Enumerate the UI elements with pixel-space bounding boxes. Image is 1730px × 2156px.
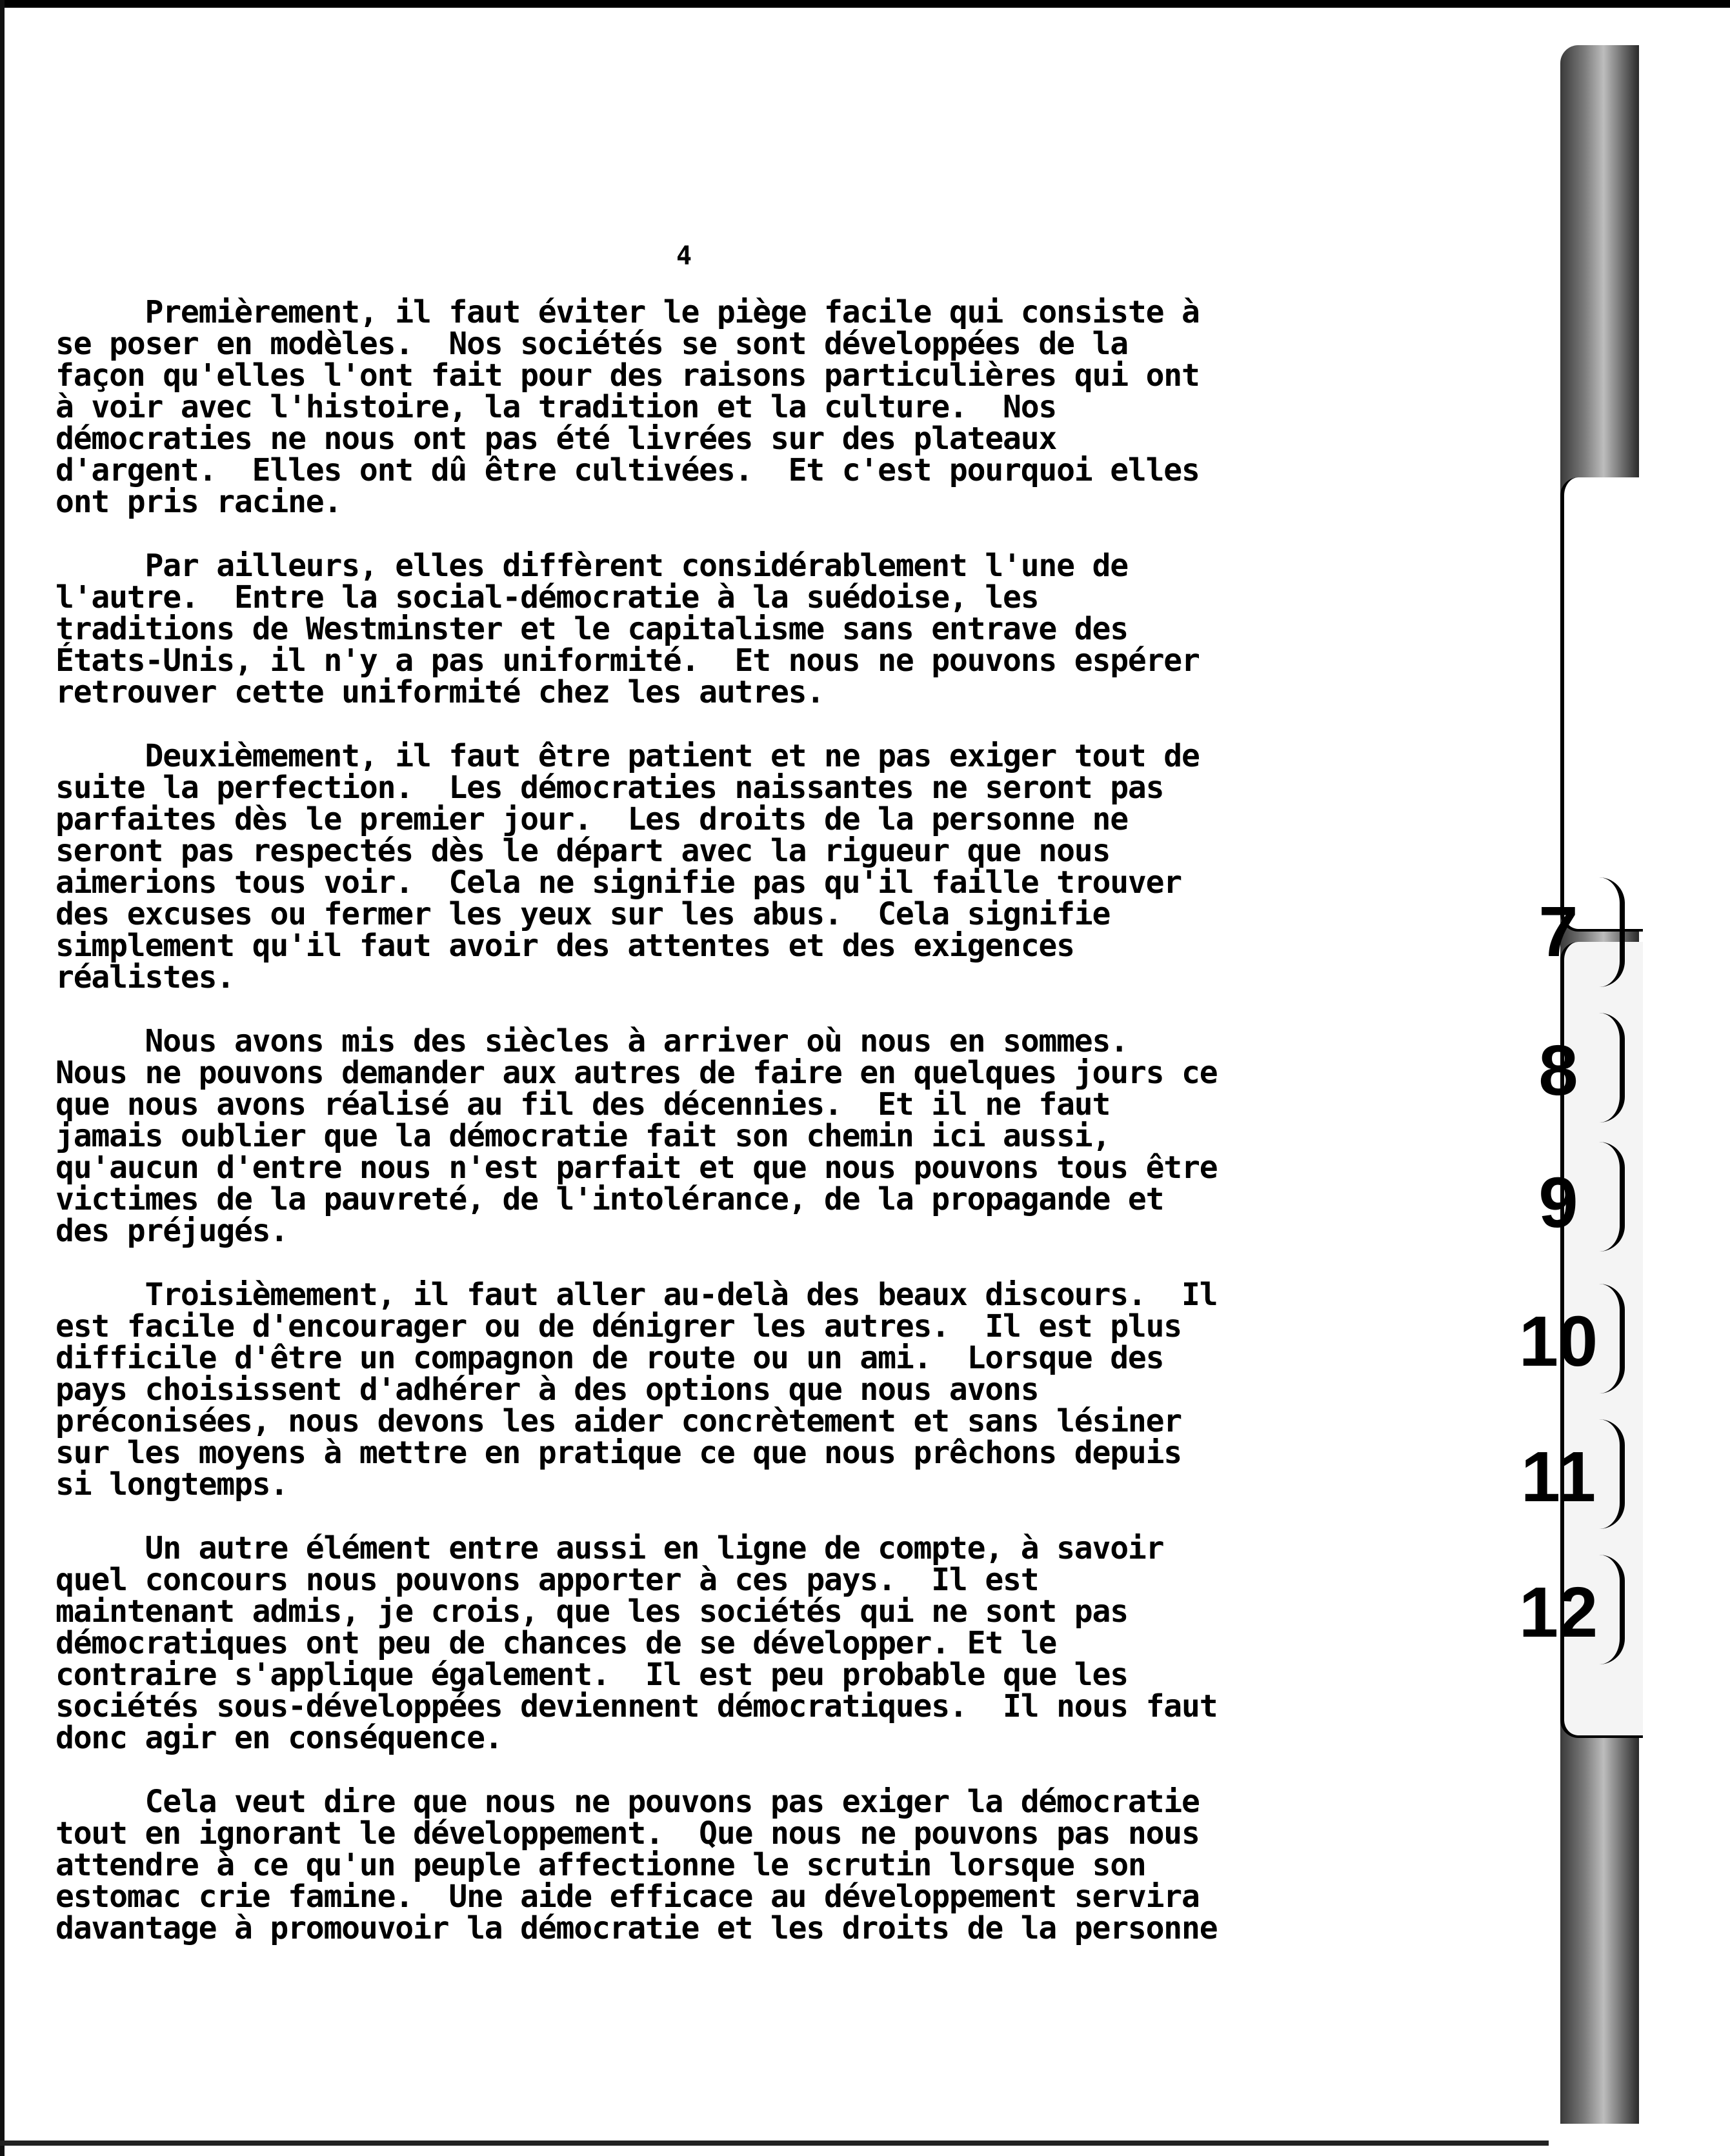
text-line: se poser en modèles. Nos sociétés se sont développées de la <box>55 326 1128 362</box>
text-line: sociétés sous-développées deviennent démocratiques. Il nous faut <box>55 1688 1218 1724</box>
paragraph-5 <box>55 1279 1346 1501</box>
tab-10[interactable]: 10 <box>1518 1302 1598 1381</box>
text-line: retrouver cette uniformité chez les autres. <box>55 674 825 710</box>
text-line: Nous ne pouvons demander aux autres de faire en quelques jours ce <box>55 1055 1218 1091</box>
document-body <box>55 294 1346 1977</box>
text-line: que nous avons réalisé au fil des décennies. Et il ne faut <box>55 1086 1111 1123</box>
tab-11[interactable]: 11 <box>1520 1437 1596 1517</box>
paragraph-3 <box>55 738 1346 995</box>
text-line: jamais oublier que la démocratie fait son chemin ici aussi, <box>55 1118 1111 1154</box>
text-line: attendre à ce qu'un peuple affectionne le scrutin lorsque son <box>55 1847 1146 1883</box>
text-line: démocraties ne nous ont pas été livrées sur des plateaux <box>55 421 1057 457</box>
text-line: parfaites dès le premier jour. Les droits de la personne ne <box>55 801 1128 837</box>
text-line: des préjugés. <box>55 1213 288 1249</box>
text-line: suite la perfection. Les démocraties naissantes ne seront pas <box>55 770 1164 806</box>
text-line: est facile d'encourager ou de dénigrer les autres. Il est plus <box>55 1308 1182 1344</box>
text-line: réalistes. <box>55 959 234 995</box>
tab-7[interactable]: 7 <box>1538 892 1578 972</box>
paragraph-1 <box>55 294 1346 520</box>
scan-top-edge <box>0 0 1730 8</box>
text-line: Troisièmement, il faut aller au-delà des beaux discours. Il <box>55 1277 1218 1313</box>
tab-11-bracket <box>1594 1419 1625 1529</box>
text-line: qu'aucun d'entre nous n'est parfait et que nous pouvons tous être <box>55 1150 1218 1186</box>
text-line: ont pris racine. <box>55 484 342 520</box>
tab-9-bracket <box>1594 1142 1625 1252</box>
text-line: sur les moyens à mettre en pratique ce que nous prêchons depuis <box>55 1435 1182 1471</box>
text-line: quel concours nous pouvons apporter à ces pays. Il est <box>55 1562 1039 1598</box>
blank-tab-upper <box>1560 477 1643 932</box>
text-line: aimerions tous voir. Cela ne signifie pas qu'il faille trouver <box>55 864 1182 901</box>
text-line: Nous avons mis des siècles à arriver où nous en sommes. <box>55 1023 1128 1059</box>
text-line: préconisées, nous devons les aider concrètement et sans lésiner <box>55 1403 1182 1439</box>
text-line: Cela veut dire que nous ne pouvons pas exiger la démocratie <box>55 1784 1200 1820</box>
scan-left-edge <box>0 0 5 2156</box>
paragraph-6 <box>55 1530 1346 1756</box>
text-line: seront pas respectés dès le départ avec la rigueur que nous <box>55 833 1111 869</box>
text-line: Premièrement, il faut éviter le piège facile qui consiste à <box>55 294 1200 330</box>
text-line: l'autre. Entre la social-démocratie à la suédoise, les <box>55 579 1039 615</box>
text-line: d'argent. Elles ont dû être cultivées. Et c'est pourquoi elles <box>55 452 1200 488</box>
paragraph-4 <box>55 1023 1346 1249</box>
text-line: Deuxièmement, il faut être patient et ne pas exiger tout de <box>55 738 1200 774</box>
text-line: maintenant admis, je crois, que les sociétés qui ne sont pas <box>55 1593 1128 1630</box>
text-line: Par ailleurs, elles diffèrent considérablement l'une de <box>55 548 1128 584</box>
text-line: davantage à promouvoir la démocratie et les droits de la personne <box>55 1910 1218 1946</box>
paragraph-7 <box>55 1786 1346 1944</box>
text-line: États-Unis, il n'y a pas uniformité. Et nous ne pouvons espérer <box>55 643 1200 679</box>
text-line: victimes de la pauvreté, de l'intolérance, de la propagande et <box>55 1181 1164 1217</box>
tab-10-bracket <box>1594 1284 1625 1393</box>
text-line: simplement qu'il faut avoir des attentes et des exigences <box>55 928 1074 964</box>
text-line: donc agir en conséquence. <box>55 1720 503 1756</box>
tab-8-bracket <box>1594 1013 1625 1123</box>
text-line: si longtemps. <box>55 1466 288 1502</box>
text-line: contraire s'applique également. Il est peu probable que les <box>55 1657 1128 1693</box>
text-line: tout en ignorant le développement. Que nous ne pouvons pas nous <box>55 1815 1200 1852</box>
text-line: pays choisissent d'adhérer à des options que nous avons <box>55 1372 1039 1408</box>
text-line: Un autre élément entre aussi en ligne de compte, à savoir <box>55 1530 1164 1566</box>
text-line: des excuses ou fermer les yeux sur les abus. Cela signifie <box>55 896 1111 932</box>
tab-8[interactable]: 8 <box>1538 1031 1578 1110</box>
tab-7-bracket <box>1594 877 1625 987</box>
text-line: traditions de Westminster et le capitalisme sans entrave des <box>55 611 1128 647</box>
paragraph-2 <box>55 550 1346 708</box>
text-line: façon qu'elles l'ont fait pour des raisons particulières qui ont <box>55 357 1200 394</box>
tab-9[interactable]: 9 <box>1538 1163 1578 1243</box>
text-line: difficile d'être un compagnon de route ou un ami. Lorsque des <box>55 1340 1164 1376</box>
text-line: à voir avec l'histoire, la tradition et la culture. Nos <box>55 389 1057 425</box>
text-line: démocratiques ont peu de chances de se développer. Et le <box>55 1625 1057 1661</box>
tab-12-bracket <box>1594 1555 1625 1664</box>
text-line: estomac crie famine. Une aide efficace au développement servira <box>55 1879 1200 1915</box>
page-number: 4 <box>676 241 692 271</box>
scan-bottom-edge <box>0 2141 1549 2146</box>
tab-12[interactable]: 12 <box>1518 1573 1598 1652</box>
